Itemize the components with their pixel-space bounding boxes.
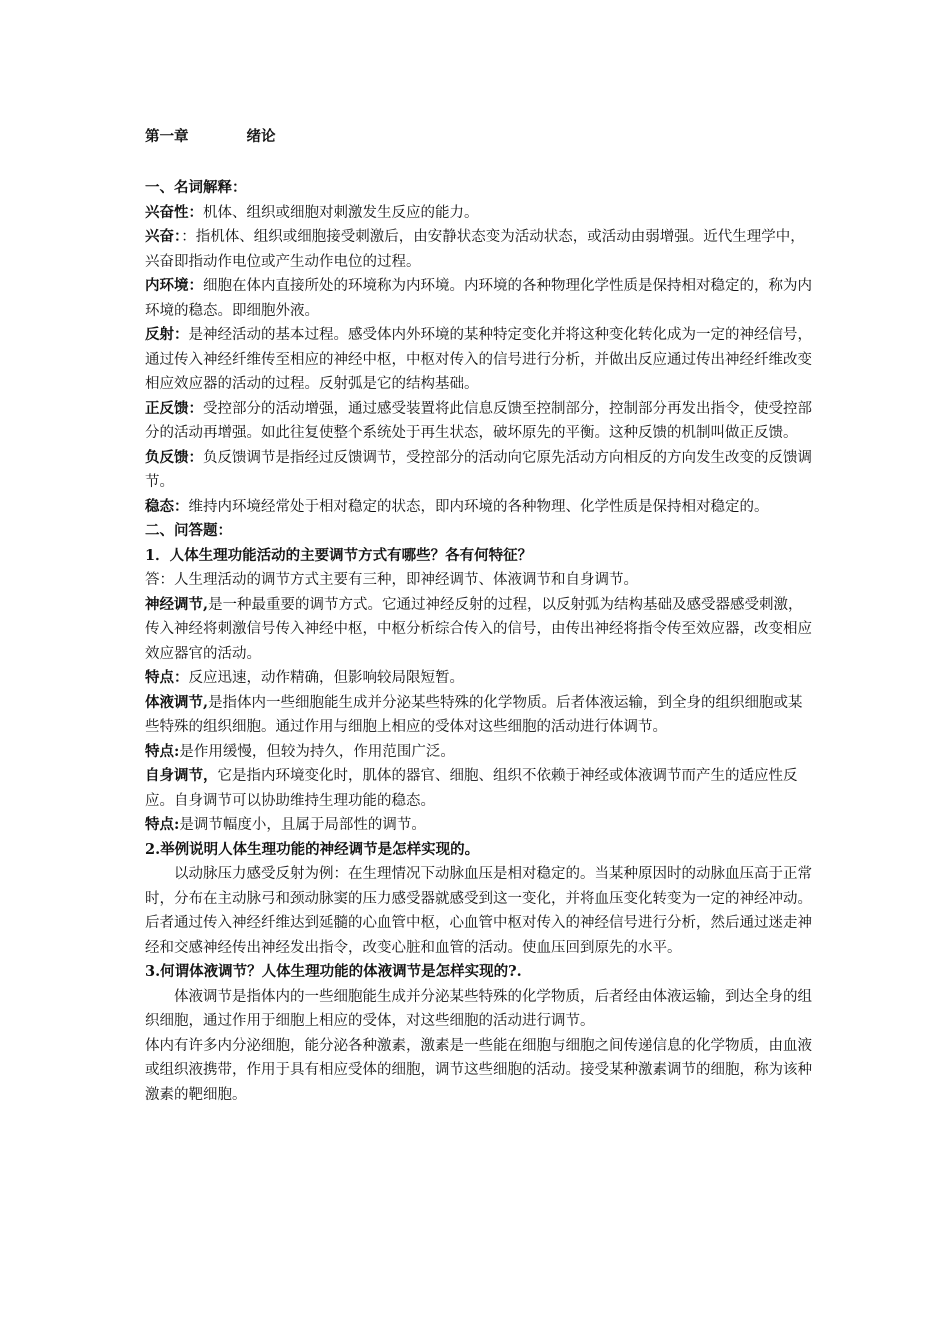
definition-term: 兴奋性 [145, 203, 189, 221]
question-1: 1．人体生理功能活动的主要调节方式有哪些？各有何特征？ [145, 546, 533, 564]
answer-item: 特点：反应迅速，动作精确，但影响较局限短暂。 [145, 669, 464, 686]
answer-term: 特点 [145, 669, 174, 686]
definition-term: 兴奋 [145, 228, 174, 245]
definition-text: 受控部分的活动增强，通过感受装置将此信息反馈至控制部分，控制部分再发出指令，使受控部分的活动再增强。如此往复使整个系统处于再生状态，破坏原先的平衡。这种反馈的机制叫做正反馈。 [145, 400, 812, 441]
definition-item: 稳态：维持内环境经常处于相对稳定的状态，即内环境的各种物理、化学性质是保持相对稳定的。 [145, 497, 769, 515]
definition-item: 内环境：细胞在体内直接所处的环境称为内环境。内环境的各种物理化学性质是保持相对稳定的，称为内环境的稳态。即细胞外液。 [145, 277, 812, 319]
definition-term: 正反馈 [145, 399, 189, 417]
chapter-title: 绪论 [246, 128, 276, 145]
answer-paragraph: 以动脉压力感受反射为例：在生理情况下动脉血压是相对稳定的。当某种原因时的动脉血压高于正常时，分布在主动脉弓和颈动脉窦的压力感受器就感受到这一变化，并将血压变化转变为一定的神经冲动。后者通过传入神经纤维达到延髓的心血管中枢，心血管中枢对传入的神经信号进行分析，然后通过迷走神经和交感神经传出神经发出指令，改变心脏和血管的活动。使血压回到原先的水平。 [145, 866, 812, 956]
answer-item: 自身调节，它是指内环境变化时，肌体的器官、细胞、组织不依赖于神经或体液调节而产生的适应性反应。自身调节可以协助维持生理功能的稳态。 [145, 767, 798, 809]
answer-term: 特点 [145, 816, 174, 833]
document-page [145, 124, 815, 1107]
chapter-number: 第一章 [145, 128, 189, 145]
definition-item: 反射：是神经活动的基本过程。感受体内外环境的某种特定变化并将这种变化转化成为一定的神经信号，通过传入神经纤维传至相应的神经中枢，中枢对传入的信号进行分析，并做出反应通过传出神经纤维改变相应效应器的活动的过程。反射弧是它的结构基础。 [145, 326, 812, 392]
section-heading: 二、问答题： [145, 522, 232, 539]
answer-text: 是作用缓慢，但较为持久，作用范围广泛。 [179, 743, 455, 760]
answer-text: 它是指内环境变化时，肌体的器官、细胞、组织不依赖于神经或体液调节而产生的适应性反应。自身调节可以协助维持生理功能的稳态。 [145, 768, 798, 809]
definition-term: 稳态 [145, 497, 174, 515]
definition-text: 负反馈调节是指经过反馈调节，受控部分的活动向它原先活动方向相反的方向发生改变的反馈调节。 [145, 449, 812, 490]
answer-item: 特点:是作用缓慢，但较为持久，作用范围广泛。 [145, 742, 455, 760]
answer-paragraph: 体液调节是指体内的一些细胞能生成并分泌某些特殊的化学物质，后者经由体液运输，到达全身的组织细胞，通过作用于细胞上相应的受体，对这些细胞的活动进行调节。 [145, 988, 812, 1029]
answer-text: 是指体内一些细胞能生成并分泌某些特殊的化学物质。后者体液运输，到全身的组织细胞或某些特殊的组织细胞。通过作用与细胞上相应的受体对这些细胞的活动进行体调节。 [145, 694, 803, 735]
definition-term: 反射 [145, 326, 174, 343]
definition-item: 兴奋性：机体、组织或细胞对刺激发生反应的能力。 [145, 203, 479, 221]
answer-item: 神经调节,是一种最重要的调节方式。它通过神经反射的过程，以反射弧为结构基础及感受器感受刺激，传入神经将刺激信号传入神经中枢，中枢分析综合传入的信号，由传出神经将指令传至效应器，改变相应效应器官的活动。 [145, 595, 812, 662]
definition-text: 维持内环境经常处于相对稳定的状态，即内环境的各种物理、化学性质是保持相对稳定的。 [188, 498, 769, 515]
definition-term: 负反馈 [145, 448, 189, 466]
definition-text: 细胞在体内直接所处的环境称为内环境。内环境的各种物理化学性质是保持相对稳定的，称为内环境的稳态。即细胞外液。 [145, 278, 812, 319]
section-heading: 一、名词解释： [145, 179, 247, 196]
answer-term: 体液调节 [145, 693, 203, 711]
chapter-heading [145, 124, 815, 150]
answer-item: 体液调节,是指体内一些细胞能生成并分泌某些特殊的化学物质。后者体液运输，到全身的组织细胞或某些特殊的组织细胞。通过作用与细胞上相应的受体对这些细胞的活动进行体调节。 [145, 693, 803, 735]
question-3: 3.何谓体液调节？人体生理功能的体液调节是怎样实现的?. [145, 963, 522, 980]
answer-term: 自身调节 [145, 767, 203, 784]
answer-text: 是一种最重要的调节方式。它通过神经反射的过程，以反射弧为结构基础及感受器感受刺激，传入神经将刺激信号传入神经中枢，中枢分析综合传入的信号，由传出神经将指令传至效应器，改变相应效应器官的活动。 [145, 596, 812, 662]
answer-term: 特点 [145, 742, 174, 760]
answer-text: 是调节幅度小，且属于局部性的调节。 [179, 817, 426, 833]
question-2: 2.举例说明人体生理功能的神经调节是怎样实现的。 [145, 840, 480, 858]
definition-item: 负反馈：负反馈调节是指经过反馈调节，受控部分的活动向它原先活动方向相反的方向发生改变的反馈调节。 [145, 448, 812, 490]
definition-text: 是神经活动的基本过程。感受体内外环境的某种特定变化并将这种变化转化成为一定的神经信号，通过传入神经纤维传至相应的神经中枢，中枢对传入的信号进行分析，并做出反应通过传出神经纤维改变相应效应器的活动的过程。反射弧是它的结构基础。 [145, 327, 812, 392]
answer-text: 反应迅速，动作精确，但影响较局限短暂。 [188, 670, 464, 686]
definition-text: 机体、组织或细胞对刺激发生反应的能力。 [203, 204, 479, 221]
definition-item: 正反馈：受控部分的活动增强，通过感受装置将此信息反馈至控制部分，控制部分再发出指令，使受控部分的活动再增强。如此往复使整个系统处于再生状态，破坏原先的平衡。这种反馈的机制叫做正反馈。 [145, 399, 812, 441]
definition-term: 内环境 [145, 277, 189, 294]
definition-item: 兴奋：：指机体、组织或细胞接受刺激后，由安静状态变为活动状态，或活动由弱增强。近代生理学中，兴奋即指动作电位或产生动作电位的过程。 [145, 228, 805, 270]
answer-paragraph: 体内有许多内分泌细胞，能分泌各种激素，激素是一些能在细胞与细胞之间传递信息的化学物质，由血液或组织液携带，作用于具有相应受体的细胞，调节这些细胞的活动。接受某种激素调节的细胞，称为该种激素的靶细胞。 [145, 1037, 812, 1103]
answer-term: 神经调节 [145, 595, 203, 613]
definition-text: ：指机体、组织或细胞接受刺激后，由安静状态变为活动状态，或活动由弱增强。近代生理学中，兴奋即指动作电位或产生动作电位的过程。 [145, 229, 805, 270]
answer-intro: 答：人生理活动的调节方式主要有三种，即神经调节、体液调节和自身调节。 [145, 572, 638, 588]
answer-item: 特点:是调节幅度小，且属于局部性的调节。 [145, 816, 426, 833]
